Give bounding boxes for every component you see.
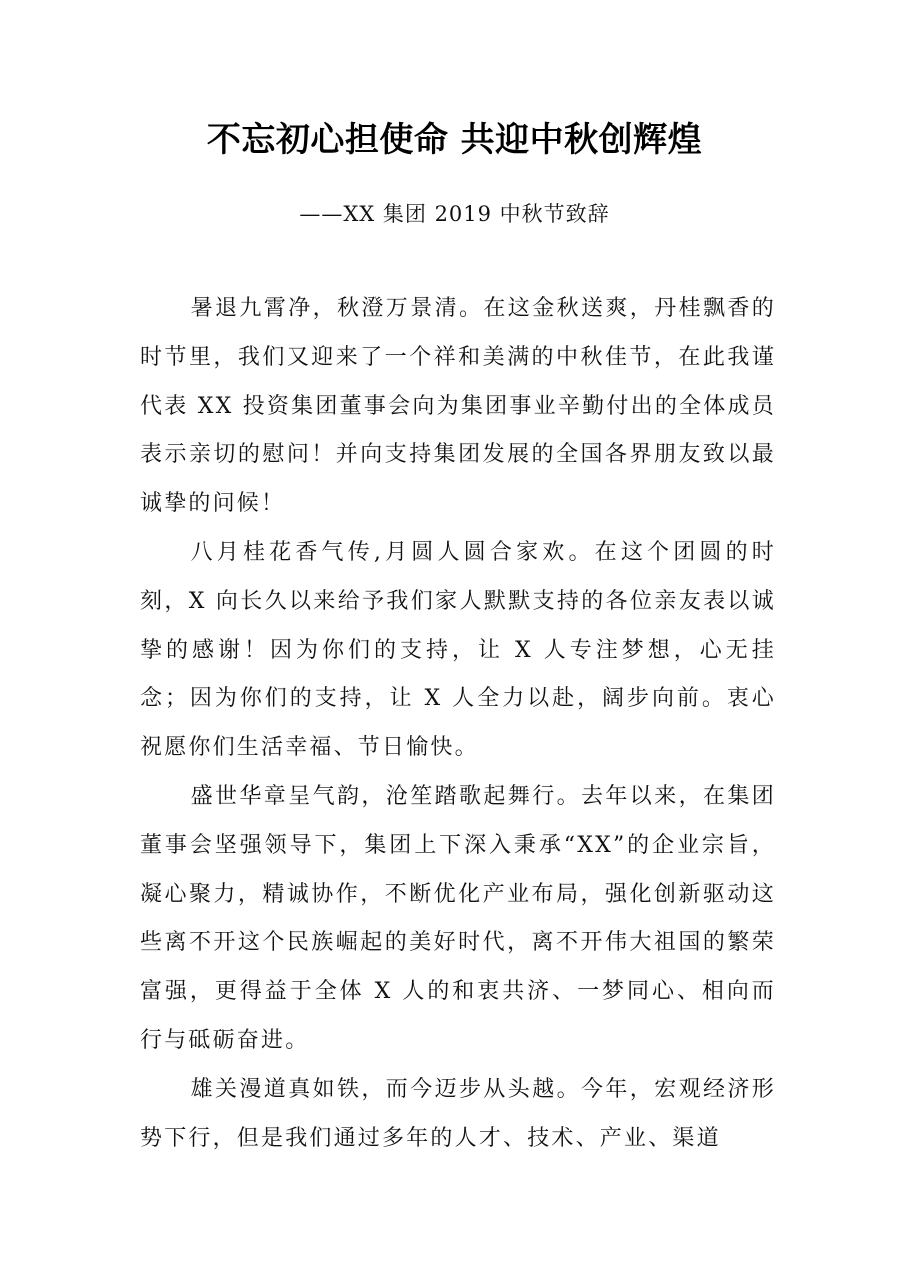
- paragraph: 暑退九霄净，秋澄万景清。在这金秋送爽，丹桂飘香的时节里，我们又迎来了一个祥和美满的中秋佳节，在此我谨代表 XX 投资集团董事会向为集团事业辛勤付出的全体成员表示亲切的慰问！并向支持集团发展的全国各界朋友致以最诚挚的问候！: [140, 296, 776, 517]
- paragraph: 盛世华章呈气韵，沧笙踏歌起舞行。去年以来，在集团董事会坚强领导下，集团上下深入秉承“XX”的企业宗旨，凝心聚力，精诚协作，不断优化产业布局，强化创新驱动这些离不开这个民族崛起的美好时代，离不开伟大祖国的繁荣富强，更得益于全体 X 人的和衷共济、一梦同心、相向而行与砥砺奋进。: [140, 783, 776, 1053]
- paragraph: 雄关漫道真如铁，而今迈步从头越。今年，宏观经济形势下行，但是我们通过多年的人才、技术、产业、渠道: [140, 1076, 776, 1151]
- document-title: 不忘初心担使命 共迎中秋创辉煌: [206, 120, 703, 160]
- document-subtitle: ——XX 集团 2019 中秋节致辞: [299, 202, 610, 226]
- paragraph: 八月桂花香气传,月圆人圆合家欢。在这个团圆的时刻，X 向长久以来给予我们家人默默支持的各位亲友表以诚挚的感谢！因为你们的支持，让 X 人专注梦想，心无挂念；因为你们的支持，让 X 人全力以赴，阔步向前。衷心祝愿你们生活幸福、节日愉快。: [140, 539, 776, 761]
- document-body: [140, 285, 776, 1163]
